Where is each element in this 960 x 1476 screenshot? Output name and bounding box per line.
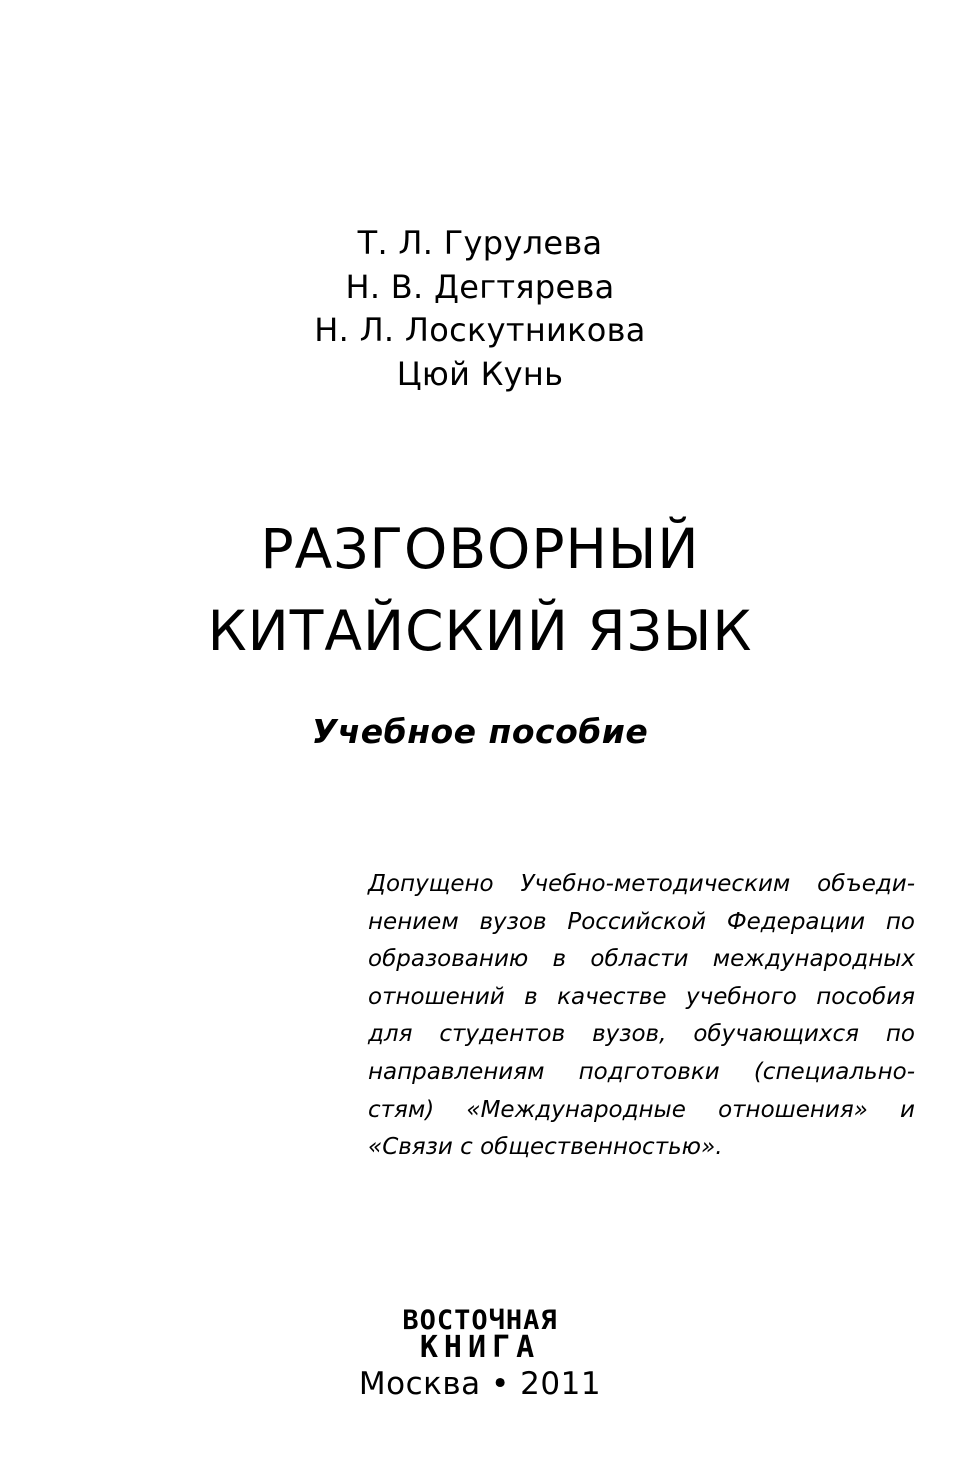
separator: • xyxy=(491,1366,510,1402)
approval-line: направлениям подготовки (специально- xyxy=(368,1058,915,1085)
city: Москва xyxy=(358,1366,481,1402)
year: 2011 xyxy=(520,1366,602,1402)
book-title xyxy=(0,508,960,672)
publisher-logo xyxy=(0,1305,960,1365)
author: Н. В. Дегтярева xyxy=(345,267,615,306)
title-line: КИТАЙСКИЙ ЯЗЫК xyxy=(207,599,753,663)
author: Н. Л. Лоскутникова xyxy=(314,311,646,349)
title-line: РАЗГОВОРНЫЙ xyxy=(260,517,700,581)
approval-note xyxy=(368,866,915,1167)
approval-line: отношений в качестве учебного пособия xyxy=(368,983,915,1010)
publication-info xyxy=(0,1366,960,1402)
approval-line: стям) «Международные отношения» и xyxy=(368,1096,915,1123)
author: Цюй Кунь xyxy=(396,354,564,393)
approval-line: «Связи с общественностью». xyxy=(368,1134,723,1161)
approval-line: для студентов вузов, обучающихся по xyxy=(368,1021,915,1048)
subtitle: Учебное пособие xyxy=(311,712,649,751)
approval-line: нением вузов Российской Федерации по xyxy=(368,908,915,935)
approval-line: Допущено Учебно-методическим объеди- xyxy=(368,871,915,897)
approval-line: образованию в области международных xyxy=(368,946,915,973)
logo-line-2: КНИГА xyxy=(419,1330,541,1365)
authors xyxy=(0,222,960,396)
author: Т. Л. Гурулева xyxy=(357,224,603,262)
logo-line-1: ВОСТОЧНАЯ xyxy=(402,1305,558,1336)
